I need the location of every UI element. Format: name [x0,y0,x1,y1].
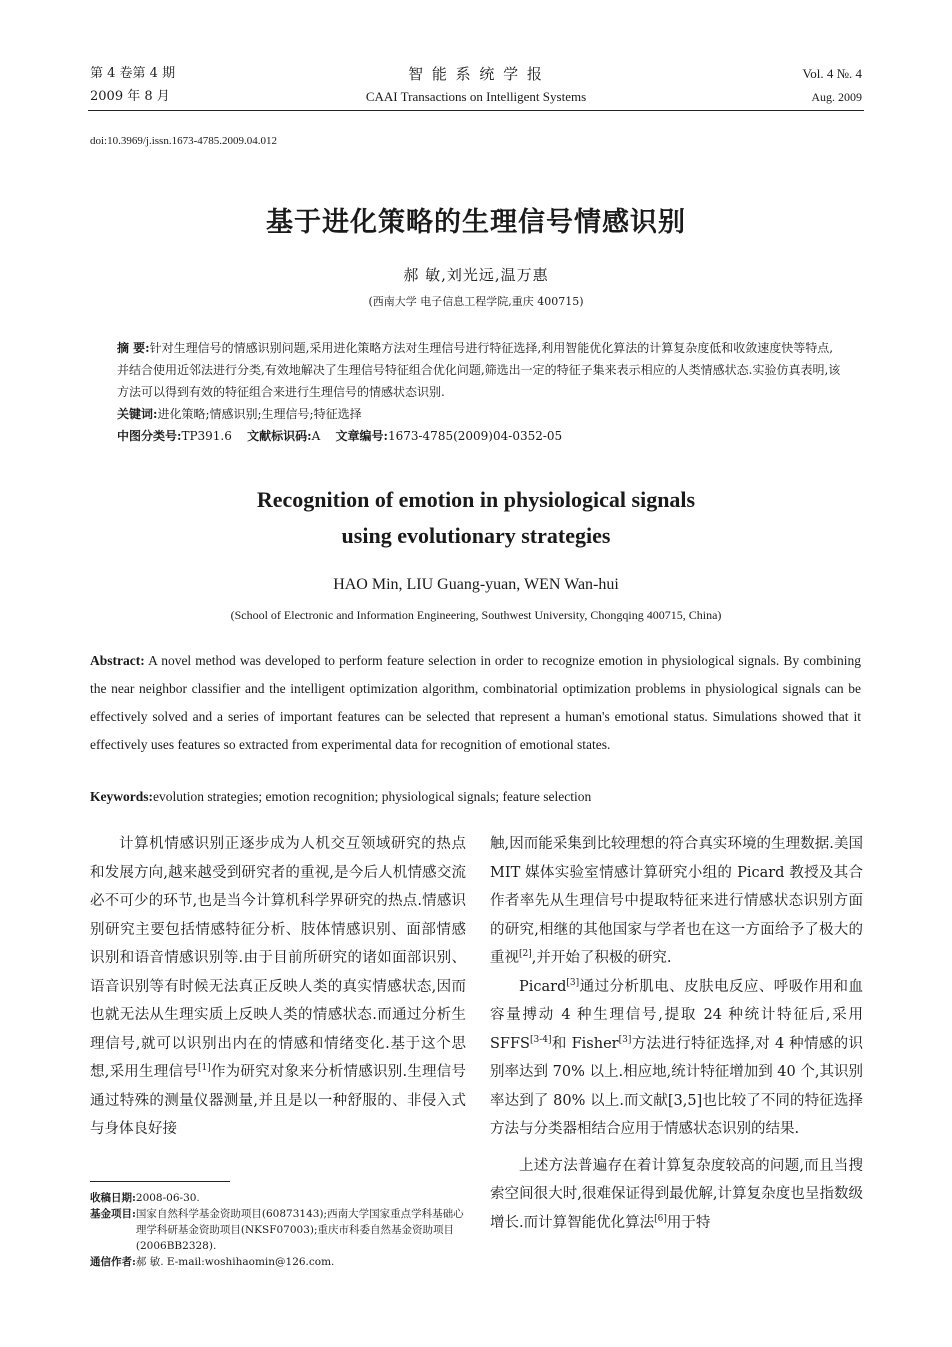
header-rule [88,110,864,111]
body-text: 方法进行特征选择,对 4 种情感的识别率达到 70% 以上.相应地,统计特征增加到 40 个,其识别率达到了 80% 以上.而文献[3,5]也比较了不同的特征选择方法与分类器相结合应用于情感状态识别的结果. [490,1035,863,1137]
body-paragraph [490,830,863,973]
cn-keywords [117,403,843,425]
body-text: 作为研究对象来分析情感识别.生理信号通过特殊的测量仪器测量,并且是以一种舒服的、非侵入式与身体良好接 [90,1064,467,1137]
en-abstract-text: A novel method was developed to perform feature selection in order to recognize emotion in physiological signals. By combining the near neighbor classifier and the intelligent optimization algorithm, combinatorial optimization problems in physiological signals can be effectively solved and a series of important features can be selected that represent a human's emotional status. Simulations showed that it effectively uses features so extracted from experimental data for recognition of emotional states. [90,653,861,752]
body-paragraph [490,973,863,1144]
cn-clc-label: 中图分类号: [117,429,182,443]
doi: doi:10.3969/j.issn.1673-4785.2009.04.012 [90,135,278,147]
footnote [90,1190,466,1270]
cn-affiliation: (西南大学 电子信息工程学院,重庆 400715) [368,295,584,308]
body-right-column [490,830,863,1237]
cn-keywords-text: 进化策略;情感识别;生理信号;特征选择 [157,407,362,421]
body-paragraph [90,830,466,1144]
body-paragraph [490,1152,863,1238]
header-volume: Vol. 4 №. 4 [802,66,862,81]
en-abstract [90,647,861,759]
citation: [1] [197,1063,211,1074]
citation: [2] [519,949,532,960]
header-date-cn: 2009 年 8 月 [90,89,170,104]
footnote-fund-label: 基金项目: [90,1208,136,1220]
footnote-contact-label: 通信作者: [90,1256,136,1268]
body-left-column [90,830,466,1144]
header-date-en: Aug. 2009 [811,90,862,104]
cn-title: 基于进化策略的生理信号情感识别 [266,207,686,238]
citation: [6] [654,1213,667,1224]
cn-clc: TP391.6 [181,429,232,443]
cn-articleno: 1673-4785(2009)04-0352-05 [387,429,563,443]
cn-abstract-text: 针对生理信号的情感识别问题,采用进化策略方法对生理信号进行特征选择,利用智能优化算法的计算复杂度低和收敛速度快等特点,并结合使用近邻法进行分类,有效地解决了生理信号特征组合优化问题,筛选出一定的特征子集来表示相应的人类情感状态.实验仿真表明,该方法可以得到有效的特征组合来进行生理信号的情感状态识别. [117,341,841,399]
en-title-line1: Recognition of emotion in physiological signals [256,487,696,512]
cn-abstract-block [117,337,843,447]
en-keywords-label: Keywords: [90,789,153,804]
cn-abstract [117,337,843,403]
body-text: ,并开始了积极的研究. [531,950,672,966]
header-journal-cn: 智 能 系 统 学 报 [408,65,544,83]
cn-classification [117,425,843,447]
footnote-fund [90,1206,466,1254]
footnote-contact [90,1254,466,1270]
body-text: 计算机情感识别正逐步成为人机交互领域研究的热点和发展方向,越来越受到研究者的重视,是今后人机情感交流必不可少的环节,也是当今计算机科学界研究的热点.情感识别研究主要包括情感特征分析、肢体情感识别、面部情感识别和语音情感识别等.由于目前所研究的诸如面部识别、语音识别等有时候无法真正反映人类的真实情感状态,因而也就无法从生理实质上反映人类的情感状态.而通过分析生理信号,就可以识别出内在的情感和情绪变化.基于这个思想,采用生理信号 [90,836,466,1080]
cn-abstract-label: 摘 要: [117,341,150,355]
footnote-received-label: 收稿日期: [90,1192,136,1204]
en-authors: HAO Min, LIU Guang-yuan, WEN Wan-hui [333,576,619,593]
cn-doccode: A [311,429,321,443]
footnote-received-text: 2008-06-30. [135,1192,200,1204]
footnote-rule [90,1181,230,1182]
body-text: 和 Fisher [551,1035,619,1052]
en-abstract-label: Abstract: [90,653,145,668]
footnote-received [90,1190,466,1206]
body-text: 用于特 [666,1214,711,1231]
en-affiliation: (School of Electronic and Information Engineering, Southwest University, Chongqing 400715, China) [230,608,722,622]
header-journal-en: CAAI Transactions on Intelligent Systems [365,89,587,104]
footnote-fund-text: 国家自然科学基金资助项目(60873143);西南大学国家重点学科基础心理学科研基金资助项目(NKSF07003);重庆市科委自然基金资助项目(2006BB2328). [135,1208,464,1252]
cn-authors: 郝 敏,刘光远,温万惠 [403,266,549,284]
citation: [3-4] [530,1034,552,1045]
citation: [3] [566,977,580,988]
body-text: 上述方法普遍存在着计算复杂度较高的问题,而且当搜索空间很大时,很难保证得到最优解,计算复杂度也呈指数级增长.而计算智能优化算法 [490,1157,863,1231]
cn-articleno-label: 文章编号: [335,429,388,443]
en-title-line2: using evolutionary strategies [341,523,611,548]
body-text: 通过分析肌电、皮肤电反应、呼吸作用和血容量搏动 4 种生理信号,提取 24 种统计特征后,采用 SFFS [490,978,863,1052]
en-keywords-text: evolution strategies; emotion recognition; physiological signals; feature selection [153,789,592,804]
en-keywords [90,789,861,805]
cn-doccode-label: 文献标识码: [247,429,312,443]
header-issue-cn: 第 4 卷第 4 期 [90,66,176,81]
citation: [3] [618,1034,632,1045]
footnote-contact-text: 郝 敏. E-mail:woshihaomin@126.com. [135,1256,335,1268]
cn-keywords-label: 关键词: [117,407,158,421]
body-text: 触,因而能采集到比较理想的符合真实环境的生理数据.美国 MIT 媒体实验室情感计算研究小组的 Picard 教授及其合作者率先从生理信号中提取特征来进行情感状态识别方面的研究,相继的其他国家与学者也在这一方面给予了极大的重视 [490,836,863,966]
body-text: Picard [519,978,567,995]
